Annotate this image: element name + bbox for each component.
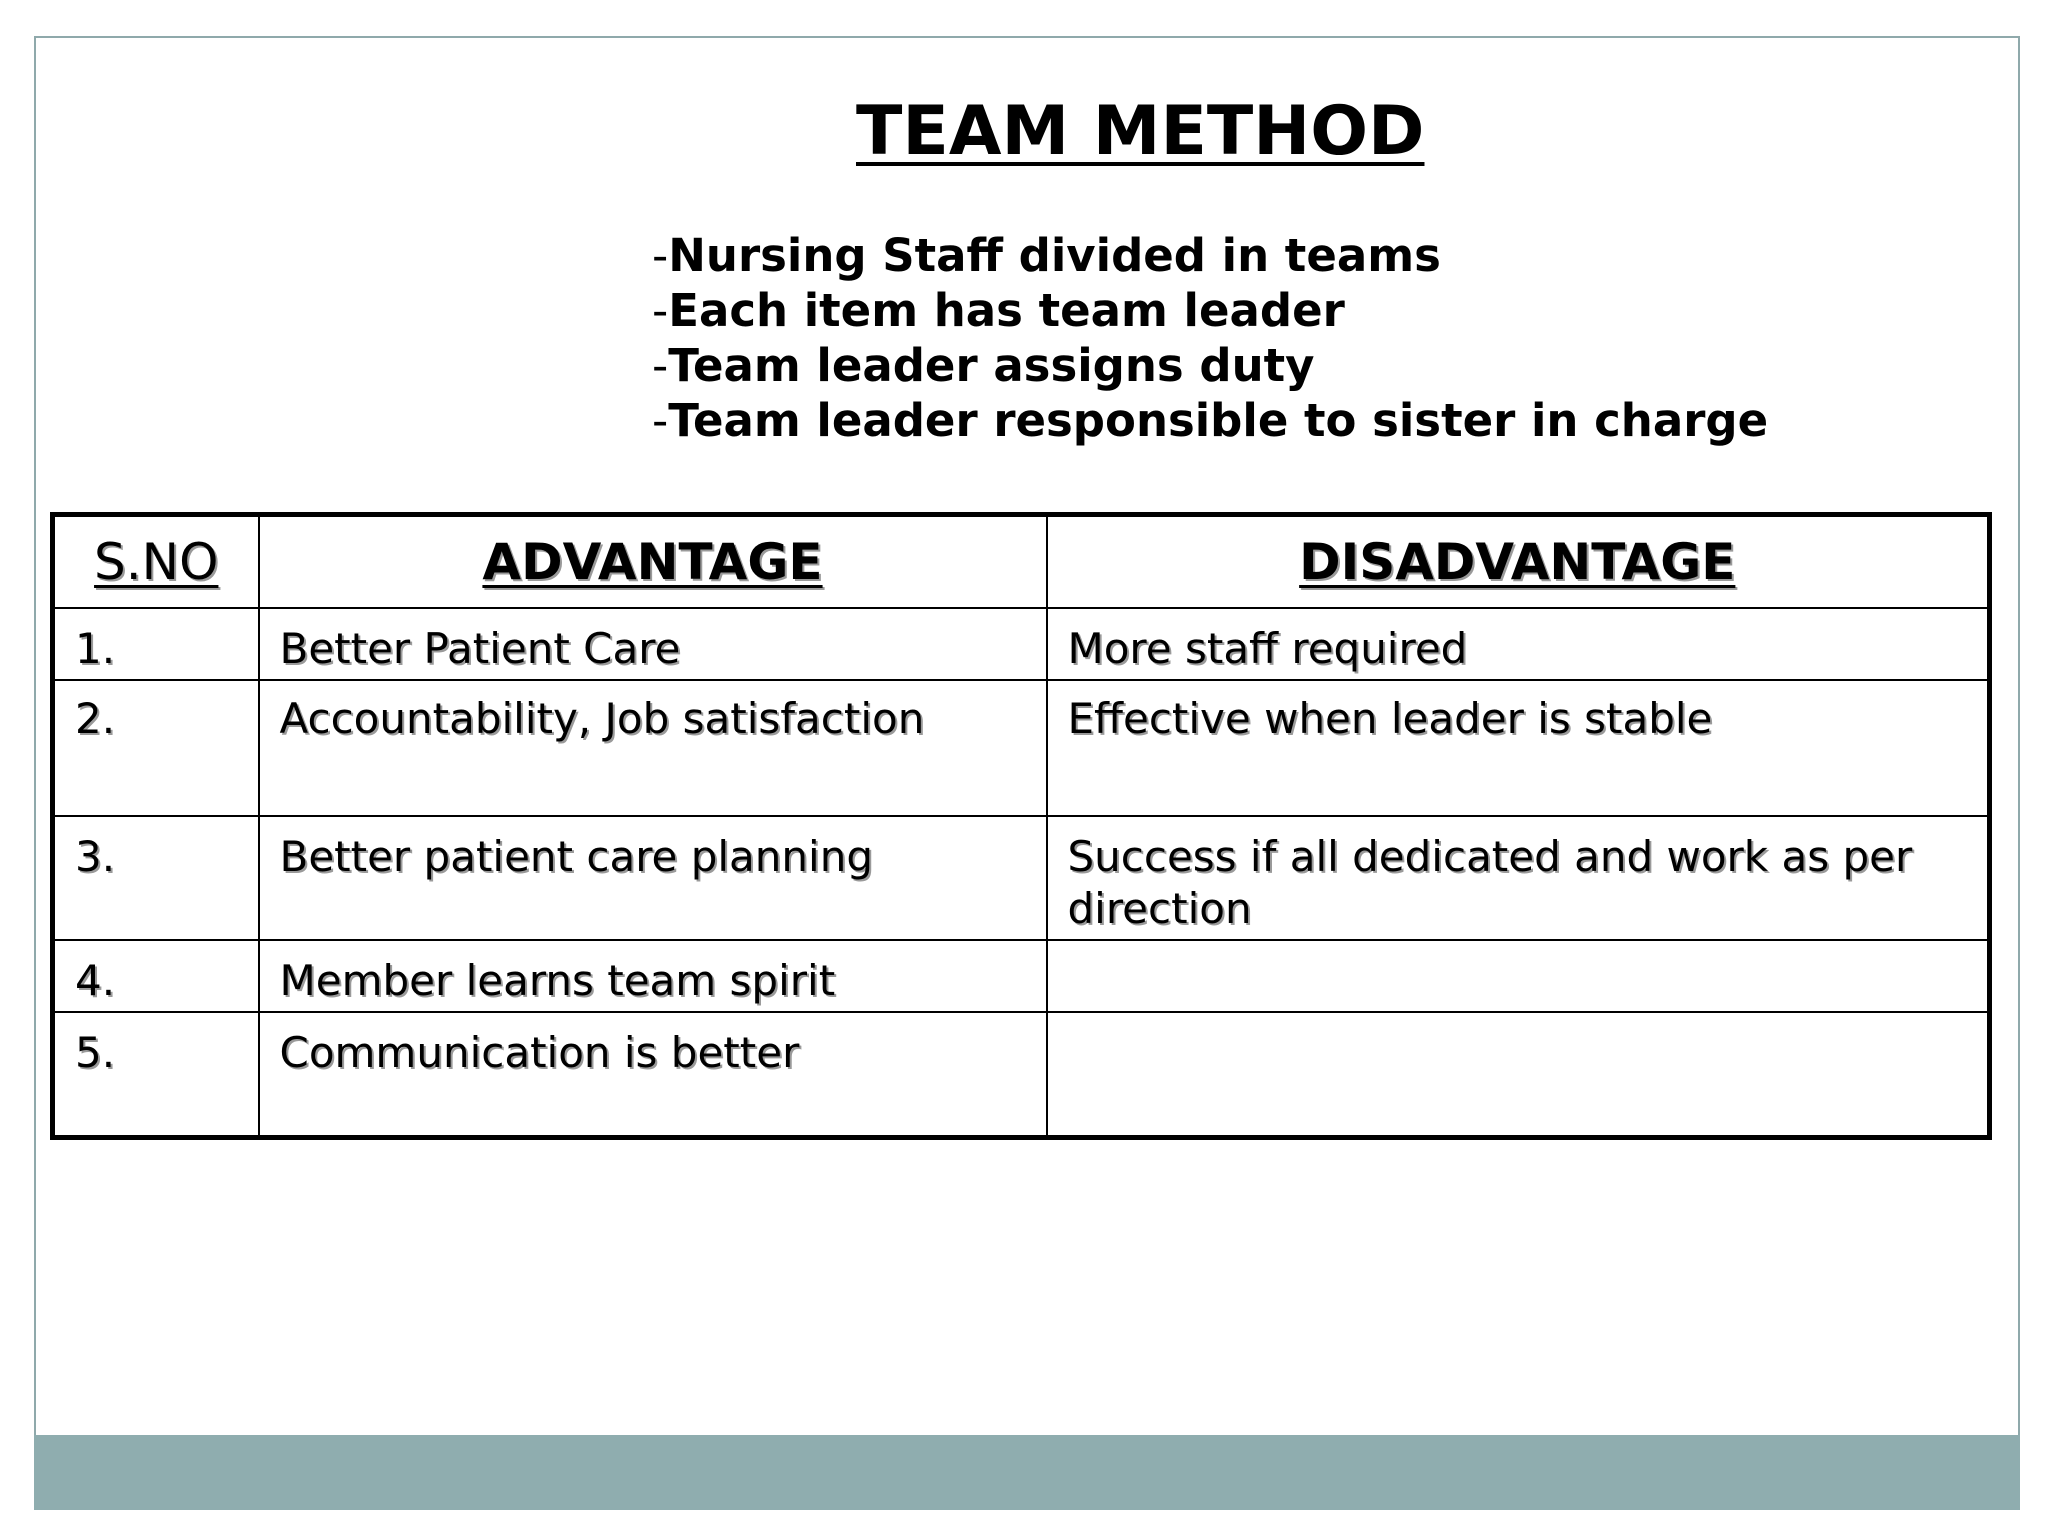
cell-advantage: Communication is better	[259, 1012, 1047, 1138]
bullet-text: Each item has team leader	[668, 284, 1345, 337]
bullet-item	[652, 228, 1768, 283]
table-header-row	[53, 515, 1990, 609]
cell-sno: 1.	[53, 608, 259, 680]
header-sno	[53, 515, 259, 609]
header-advantage	[259, 515, 1047, 609]
bullet-list	[652, 228, 1768, 448]
bullet-dash: -	[652, 394, 669, 447]
cell-advantage: Better patient care planning	[259, 816, 1047, 940]
table-row	[53, 608, 1990, 680]
bullet-text: Team leader responsible to sister in charge	[668, 394, 1769, 447]
cell-sno: 3.	[53, 816, 259, 940]
comparison-table-wrapper	[50, 512, 1987, 1140]
bullet-text: Nursing Staff divided in teams	[668, 229, 1441, 282]
bullet-item	[652, 338, 1768, 393]
cell-disadvantage: More staff required	[1047, 608, 1990, 680]
footer-band	[34, 1435, 2020, 1510]
cell-disadvantage	[1047, 1012, 1990, 1138]
bullet-text: Team leader assigns duty	[668, 339, 1315, 392]
header-advantage-label: ADVANTAGE	[482, 533, 823, 591]
table-row	[53, 816, 1990, 940]
cell-sno: 5.	[53, 1012, 259, 1138]
bullet-item	[652, 283, 1768, 338]
cell-sno: 2.	[53, 680, 259, 816]
cell-advantage: Better Patient Care	[259, 608, 1047, 680]
cell-advantage: Member learns team spirit	[259, 940, 1047, 1012]
slide-title: TEAM METHOD	[856, 92, 1425, 171]
comparison-table	[50, 512, 1992, 1140]
table-row	[53, 680, 1990, 816]
cell-sno: 4.	[53, 940, 259, 1012]
bullet-dash: -	[652, 229, 669, 282]
header-disadvantage	[1047, 515, 1990, 609]
bullet-dash: -	[652, 339, 669, 392]
header-disadvantage-label: DISADVANTAGE	[1299, 533, 1736, 591]
cell-disadvantage	[1047, 940, 1990, 1012]
cell-disadvantage: Effective when leader is stable	[1047, 680, 1990, 816]
cell-advantage: Accountability, Job satisfaction	[259, 680, 1047, 816]
cell-disadvantage: Success if all dedicated and work as per direction	[1047, 816, 1990, 940]
table-row	[53, 1012, 1990, 1138]
bullet-item	[652, 393, 1768, 448]
header-sno-label: S.NO	[94, 533, 219, 591]
bullet-dash: -	[652, 284, 669, 337]
table-row	[53, 940, 1990, 1012]
